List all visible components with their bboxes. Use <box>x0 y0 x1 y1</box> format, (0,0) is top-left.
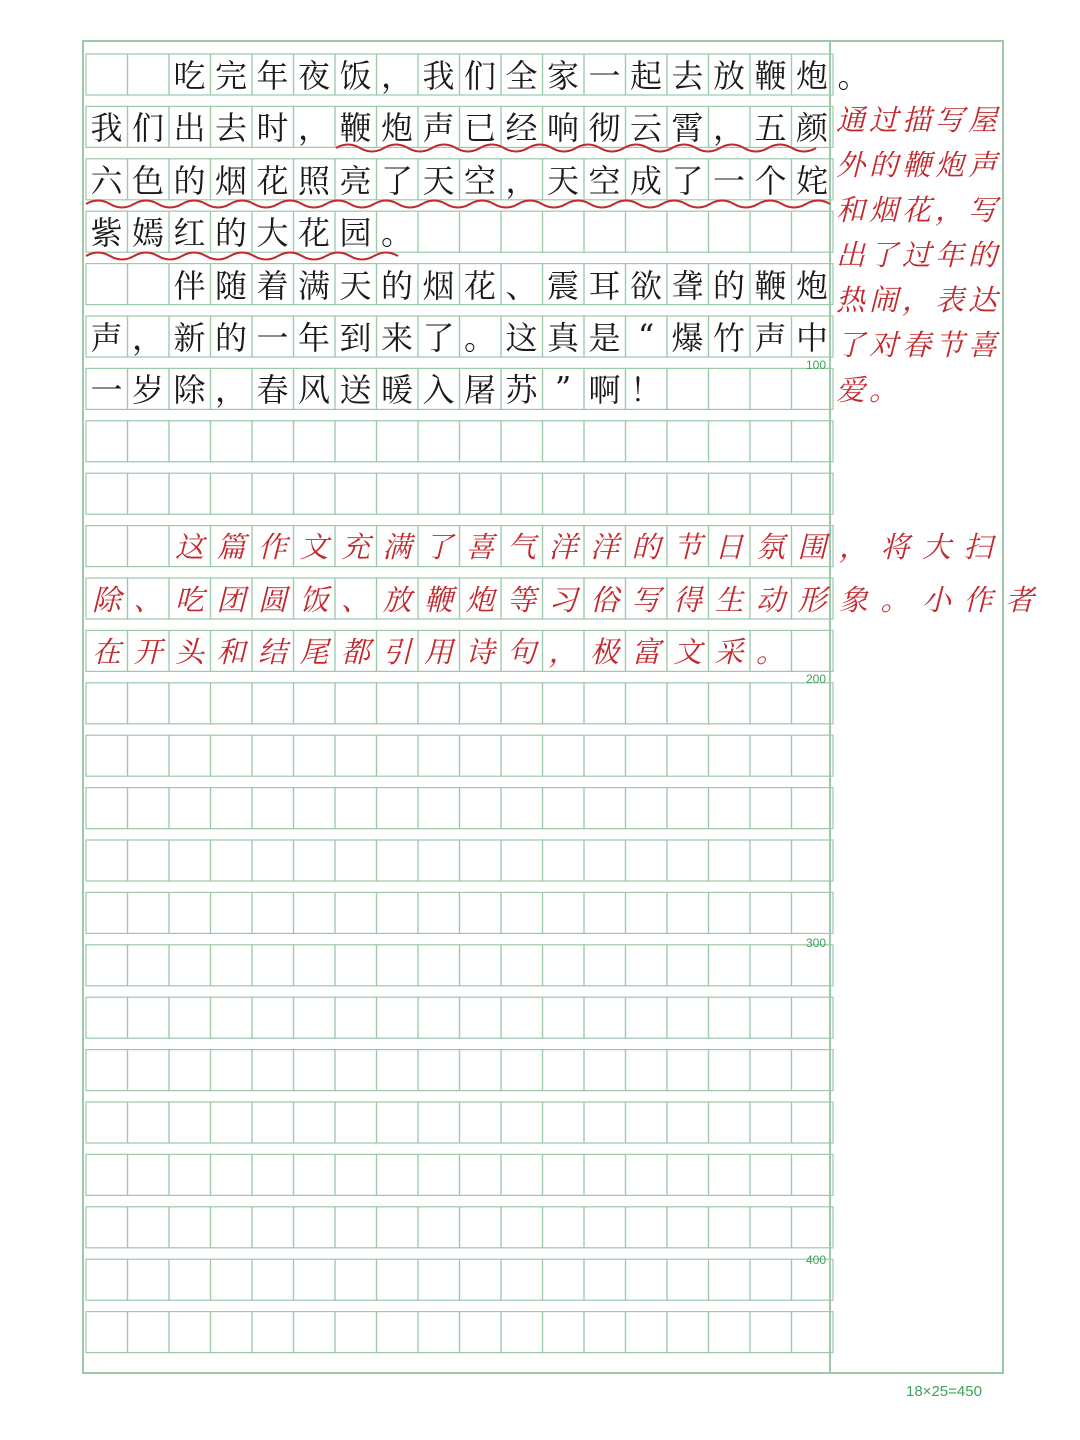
grid-character: 引 <box>382 634 412 669</box>
grid-character: 五 <box>754 109 787 148</box>
grid-character: 成 <box>629 161 662 200</box>
grid-character: 爆 <box>671 319 704 357</box>
grid-character: 了 <box>380 161 413 200</box>
grid-character: 年 <box>256 57 289 95</box>
grid-character: 声 <box>754 319 787 357</box>
grid-character: 写 <box>631 582 661 617</box>
grid-character: 吃 <box>173 57 206 95</box>
grid-character: 和 <box>216 634 246 669</box>
grid-character: 象 <box>838 582 868 617</box>
grid-character: 诗 <box>465 634 495 669</box>
grid-character: 中 <box>795 319 828 357</box>
grid-character: 色 <box>131 161 164 200</box>
grid-character: 洋 <box>589 530 619 565</box>
grid-character: 、 <box>133 582 163 617</box>
grid-character: 颜 <box>795 109 828 148</box>
grid-character: 一 <box>90 371 123 410</box>
grid-character: 姹 <box>795 161 828 200</box>
grid-character: 完 <box>214 57 247 95</box>
grid-character: 俗 <box>589 582 619 617</box>
grid-character: 这 <box>174 530 204 565</box>
grid-character: 小 <box>921 582 951 617</box>
grid-size-formula: 18×25=450 <box>906 1383 982 1400</box>
grid-character: 圆 <box>257 582 287 617</box>
grid-character: 已 <box>463 109 496 148</box>
grid-character: “ <box>637 317 655 355</box>
grid-character: 屠 <box>463 371 496 410</box>
grid-character: 欲 <box>629 266 662 305</box>
grid-character: 句 <box>506 634 536 669</box>
grid-character: 氛 <box>755 530 785 565</box>
grid-character: 空 <box>588 161 621 200</box>
grid-character: 一 <box>256 319 289 357</box>
grid-character: ， <box>838 530 868 565</box>
grid-character: 我 <box>90 109 123 148</box>
grid-character: 我 <box>422 57 455 95</box>
grid-character: 大 <box>921 530 951 565</box>
grid-character: 个 <box>754 161 787 200</box>
grid-character: 日 <box>714 530 744 565</box>
grid-character: 作 <box>257 530 287 565</box>
grid-character: 团 <box>216 582 246 617</box>
grid-character: 风 <box>297 371 330 410</box>
grid-character: 开 <box>133 634 163 669</box>
grid-character: 照 <box>297 161 330 200</box>
grid-character: 经 <box>505 109 538 148</box>
grid-character: 生 <box>714 582 744 617</box>
grid-character: 声 <box>422 109 455 148</box>
grid-character: 随 <box>214 266 247 305</box>
grid-character: 头 <box>174 634 204 669</box>
count-mark-200: 200 <box>806 672 827 686</box>
grid-character: 夜 <box>297 57 330 95</box>
grid-character: ， <box>505 161 538 200</box>
grid-character: 吃 <box>174 582 204 617</box>
grid-character: 饭 <box>339 57 372 95</box>
grid-character: 极 <box>589 634 619 669</box>
grid-character: 在 <box>91 634 121 669</box>
grid-character: 结 <box>257 634 287 669</box>
grid-character: 彻 <box>588 109 621 148</box>
grid-character: 。 <box>837 57 870 95</box>
grid-character: 天 <box>546 161 579 200</box>
grid-character: 六 <box>90 161 123 200</box>
grid-character: 鞭 <box>754 266 787 305</box>
grid-character: 响 <box>546 109 579 148</box>
grid-character: 鞭 <box>339 109 372 148</box>
grid-character: 都 <box>340 634 370 669</box>
margin-divider <box>829 40 831 1374</box>
grid-character: ！ <box>629 371 662 410</box>
grid-character: ， <box>380 57 413 95</box>
grid-character: 。 <box>755 634 785 669</box>
grid-character: 满 <box>297 266 330 305</box>
grid-character: 一 <box>588 57 621 95</box>
count-mark-400: 400 <box>806 1253 827 1267</box>
grid-character: 文 <box>672 634 702 669</box>
grid-character: 饭 <box>299 582 329 617</box>
grid-character: 的 <box>214 319 247 357</box>
grid-character: 。 <box>463 319 496 357</box>
grid-character: 年 <box>297 319 330 357</box>
margin-comment: 通过描写屋外的鞭炮声和烟花，写出了过年的热闹，表达了对春节喜爱。 <box>836 103 1002 407</box>
grid-character: 形 <box>797 582 827 617</box>
grid-character: 用 <box>423 634 453 669</box>
grid-character: 来 <box>380 319 413 357</box>
grid-character: 出 <box>173 109 206 148</box>
grid-character: 们 <box>131 109 164 148</box>
grid-character: 时 <box>256 109 289 148</box>
grid-character: 花 <box>256 161 289 200</box>
grid-character: 将 <box>880 530 910 565</box>
grid-character: 、 <box>340 582 370 617</box>
grid-character: ， <box>297 109 330 148</box>
grid-character: 的 <box>712 266 745 305</box>
grid-character: 震 <box>546 266 579 305</box>
grid-character: 放 <box>712 57 745 95</box>
grid-character: 作 <box>963 582 993 617</box>
grid-character: 除 <box>173 371 206 410</box>
grid-character: 者 <box>1004 582 1034 617</box>
grid-character: 了 <box>422 319 455 357</box>
grid-character: 暖 <box>380 371 413 410</box>
count-mark-100: 100 <box>806 358 827 372</box>
grid-character: 全 <box>505 57 538 95</box>
grid-character: 去 <box>671 57 704 95</box>
grid-character: 声 <box>90 319 123 357</box>
grid-character: 家 <box>546 57 579 95</box>
grid-character: 新 <box>173 319 206 357</box>
grid-character: ， <box>214 371 247 410</box>
grid-character: 炮 <box>795 266 828 305</box>
grid-character: 鞭 <box>423 582 453 617</box>
grid-character: 亮 <box>339 161 372 200</box>
grid-character: 聋 <box>671 266 704 305</box>
grid-character: 习 <box>548 582 578 617</box>
grid-character: 这 <box>505 319 538 357</box>
grid-character: 去 <box>214 109 247 148</box>
grid-character: 节 <box>672 530 702 565</box>
grid-character: 等 <box>506 582 536 617</box>
grid-character: 烟 <box>422 266 455 305</box>
grid-character: 空 <box>463 161 496 200</box>
grid-character: 伴 <box>173 266 206 305</box>
grid-character: 一 <box>712 161 745 200</box>
grid-character: 放 <box>382 582 412 617</box>
grid-character: 了 <box>423 530 453 565</box>
grid-character: 真 <box>546 319 579 357</box>
grid-character: 到 <box>339 319 372 357</box>
grid-character: 耳 <box>588 266 621 305</box>
grid-character: 苏 <box>505 371 538 410</box>
grid-character: 扫 <box>963 530 993 565</box>
grid-character: 的 <box>380 266 413 305</box>
grid-character: 花 <box>463 266 496 305</box>
grid-character: 文 <box>299 530 329 565</box>
grid-character: 充 <box>340 530 370 565</box>
grid-character: ， <box>131 319 164 357</box>
grid-character: 着 <box>256 266 289 305</box>
grid-character: 起 <box>629 57 662 95</box>
grid-character: 炮 <box>795 57 828 95</box>
grid-character: 动 <box>755 582 785 617</box>
grid-character: 、 <box>505 266 538 305</box>
grid-character: 竹 <box>712 319 745 357</box>
grid-character: 除 <box>91 582 121 617</box>
grid-character: 采 <box>714 634 744 669</box>
grid-character: 炮 <box>465 582 495 617</box>
grid-character: 红 <box>173 214 206 253</box>
grid-character: 嫣 <box>131 214 164 253</box>
grid-character: 气 <box>506 530 536 565</box>
grid-character: ， <box>712 109 745 148</box>
grid-character: 岁 <box>131 371 164 410</box>
grid-character: 烟 <box>214 161 247 200</box>
grid-character: 霄 <box>671 109 704 148</box>
grid-character: 们 <box>463 57 496 95</box>
grid-character: 的 <box>631 530 661 565</box>
count-mark-300: 300 <box>806 936 827 950</box>
grid-character: 。 <box>880 582 910 617</box>
grid-character: 送 <box>339 371 372 410</box>
grid-character: 炮 <box>380 109 413 148</box>
grid-character: 鞭 <box>754 57 787 95</box>
grid-character: 喜 <box>465 530 495 565</box>
grid-character: 入 <box>422 371 455 410</box>
grid-character: 的 <box>173 161 206 200</box>
grid-character: 富 <box>631 634 661 669</box>
grid-character: 啊 <box>588 371 621 410</box>
grid-character: 云 <box>629 109 662 148</box>
grid-character: 天 <box>422 161 455 200</box>
grid-character: 。 <box>380 214 413 253</box>
grid-character: ” <box>554 369 572 408</box>
grid-character: 天 <box>339 266 372 305</box>
grid-character: 了 <box>671 161 704 200</box>
grid-character: 篇 <box>216 530 246 565</box>
grid-character: ， <box>548 634 578 669</box>
grid-character: 花 <box>297 214 330 253</box>
grid-character: 满 <box>382 530 412 565</box>
grid-character: 春 <box>256 371 289 410</box>
grid-character: 围 <box>797 530 827 565</box>
grid-character: 得 <box>672 582 702 617</box>
grid-character: 紫 <box>90 214 123 253</box>
grid-character: 的 <box>214 214 247 253</box>
grid-character: 园 <box>339 214 372 253</box>
grid-character: 洋 <box>548 530 578 565</box>
grid-character: 大 <box>256 214 289 253</box>
grid-character: 是 <box>588 319 621 357</box>
grid-character: 尾 <box>299 634 329 669</box>
